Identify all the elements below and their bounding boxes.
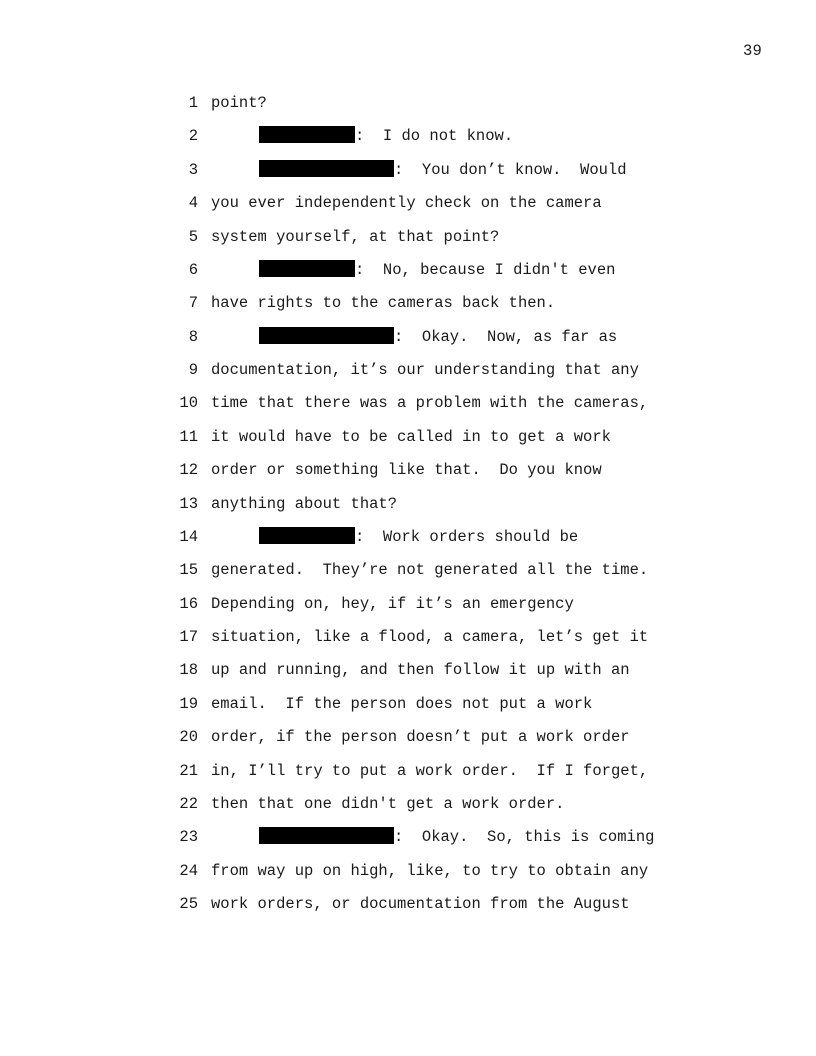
line-text (211, 788, 564, 821)
line-number: 17 (179, 628, 198, 646)
line-number: 5 (188, 227, 198, 246)
line-number: 10 (179, 394, 198, 413)
line-text (211, 488, 397, 521)
transcript-line (0, 87, 816, 120)
line-content: order, if the person doesn’t put a work order (211, 728, 630, 747)
line-content: situation, like a flood, a camera, let’s get it (211, 628, 649, 646)
redacted-speaker-name (259, 160, 394, 177)
transcript-line (0, 421, 816, 454)
transcript-line (0, 521, 816, 554)
line-content: in, I’ll try to put a work order. If I forget, (211, 761, 649, 780)
line-content: : Okay. Now, as far as (394, 327, 618, 346)
line-content: work orders, or documentation from the August (211, 895, 630, 913)
transcript-line (0, 654, 816, 687)
line-text (211, 287, 555, 320)
line-text (211, 721, 630, 754)
line-content: you ever independently check on the camera (211, 194, 602, 213)
line-number: 16 (179, 594, 198, 613)
line-number: 24 (179, 861, 198, 880)
line-text (211, 87, 267, 120)
transcript-line (0, 621, 816, 654)
line-text (211, 654, 630, 687)
line-text (211, 454, 602, 487)
line-number: 9 (188, 361, 198, 379)
line-text (211, 755, 648, 788)
line-content: system yourself, at that point? (211, 227, 500, 246)
transcript-line (0, 387, 816, 420)
transcript-line (0, 821, 816, 854)
line-number: 12 (179, 461, 198, 480)
line-content: order or something like that. Do you know (211, 461, 602, 480)
transcript-line (0, 554, 816, 587)
speaker-text (259, 521, 578, 554)
line-text (211, 621, 648, 654)
line-number: 22 (179, 794, 198, 813)
line-number: 14 (179, 527, 198, 546)
line-number: 11 (179, 427, 198, 446)
line-text (211, 387, 648, 420)
line-content: up and running, and then follow it up with an (211, 661, 630, 680)
line-content: : You don’t know. Would (394, 160, 627, 179)
line-number: 3 (188, 160, 198, 179)
transcript-line (0, 721, 816, 754)
line-text (211, 354, 639, 387)
line-content: time that there was a problem with the cameras, (211, 394, 649, 413)
line-number: 8 (188, 327, 198, 346)
line-content: : I do not know. (355, 127, 514, 146)
transcript-body (0, 87, 816, 921)
line-text (211, 588, 574, 621)
transcript-line (0, 120, 816, 153)
line-content: Depending on, hey, if it’s an emergency (211, 594, 574, 613)
transcript-line (0, 755, 816, 788)
speaker-text (259, 120, 513, 153)
line-text (211, 855, 648, 888)
line-content: email. If the person does not put a work (211, 694, 593, 713)
transcript-line (0, 688, 816, 721)
redacted-speaker-name (259, 827, 394, 844)
line-number: 13 (179, 494, 198, 513)
transcript-line (0, 588, 816, 621)
redacted-speaker-name (259, 126, 355, 143)
line-text (211, 888, 630, 921)
transcript-line (0, 221, 816, 254)
line-text (211, 221, 499, 254)
transcript-line (0, 888, 816, 921)
transcript-line (0, 788, 816, 821)
redacted-speaker-name (259, 327, 394, 344)
speaker-text (259, 254, 615, 287)
transcript-line (0, 254, 816, 287)
line-number: 20 (179, 728, 198, 747)
speaker-text (259, 321, 617, 354)
line-number: 19 (179, 694, 198, 713)
page-number: 39 (742, 42, 762, 60)
line-text (211, 688, 592, 721)
line-content: then that one didn't get a work order. (211, 794, 565, 813)
line-text (211, 554, 648, 587)
transcript-line (0, 287, 816, 320)
line-text (211, 421, 611, 454)
line-number: 23 (179, 828, 198, 847)
redacted-speaker-name (259, 527, 355, 544)
line-number: 18 (179, 661, 198, 680)
line-text (211, 187, 602, 220)
line-content: : Work orders should be (355, 527, 579, 546)
line-content: : No, because I didn't even (355, 260, 616, 279)
line-number: 21 (179, 761, 198, 780)
line-content: have rights to the cameras back then. (211, 294, 556, 313)
line-content: point? (211, 94, 267, 112)
transcript-line (0, 154, 816, 187)
line-number: 4 (188, 194, 198, 213)
transcript-line (0, 855, 816, 888)
line-number: 6 (188, 260, 198, 279)
line-content: documentation, it’s our understanding that any (211, 361, 639, 379)
transcript-line (0, 321, 816, 354)
line-number: 15 (179, 561, 198, 580)
line-number: 25 (179, 895, 198, 913)
line-number: 2 (188, 127, 198, 146)
line-content: from way up on high, like, to try to obtain any (211, 861, 649, 880)
line-content: it would have to be called in to get a work (211, 427, 611, 446)
transcript-line (0, 454, 816, 487)
line-content: anything about that? (211, 494, 398, 513)
speaker-text (259, 154, 627, 187)
line-number: 7 (188, 294, 198, 313)
transcript-line (0, 187, 816, 220)
speaker-text (259, 821, 654, 854)
line-content: : Okay. So, this is coming (394, 828, 655, 847)
transcript-line (0, 354, 816, 387)
line-number: 1 (188, 94, 198, 112)
line-content: generated. They’re not generated all the time. (211, 561, 649, 580)
transcript-line (0, 488, 816, 521)
redacted-speaker-name (259, 260, 355, 277)
